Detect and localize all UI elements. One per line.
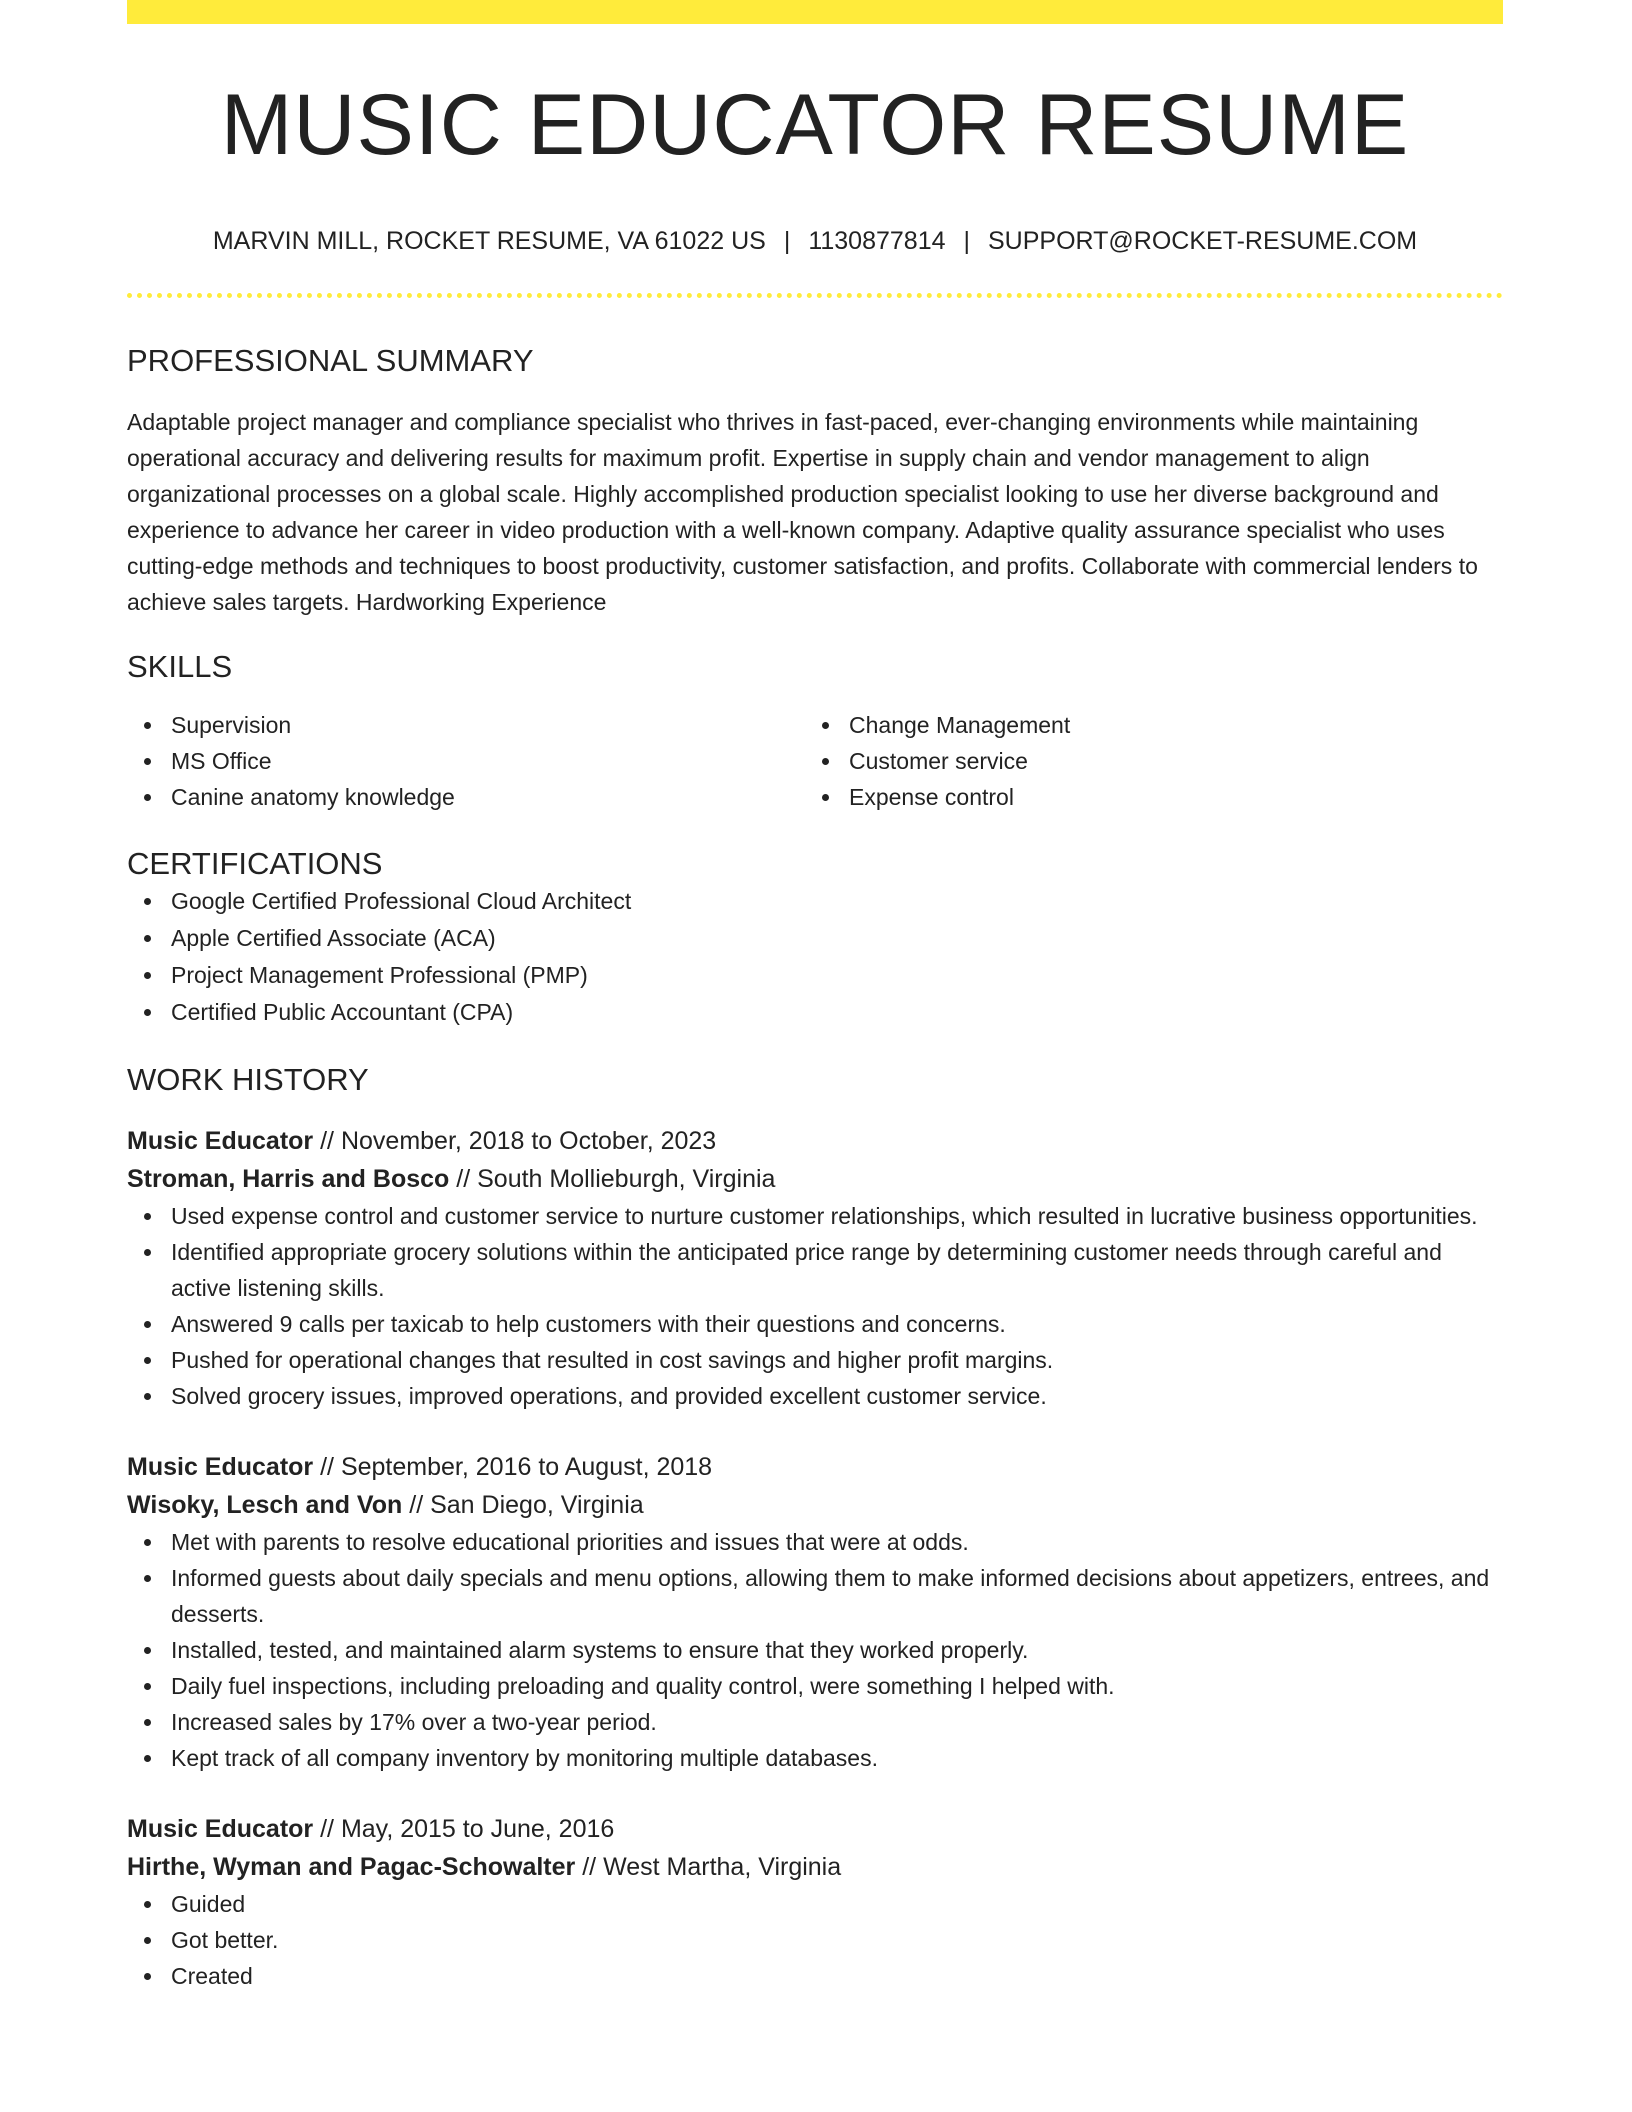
certification-item: Apple Certified Associate (ACA) [171, 920, 1503, 957]
job-bullet: Used expense control and customer service to nurture customer relationships, which resulted in lucrative business opportunities. [171, 1198, 1501, 1234]
skills-list-right [805, 707, 1483, 815]
job-company-line [127, 1848, 1503, 1886]
job-title-line [127, 1448, 1503, 1486]
skills-list-left [127, 707, 805, 815]
job-location: San Diego, Virginia [430, 1490, 644, 1519]
job-separator: // [449, 1164, 478, 1193]
contact-separator: | [963, 227, 970, 255]
job-company: Stroman, Harris and Bosco [127, 1164, 450, 1193]
job-separator: // [402, 1490, 431, 1519]
skill-item: Change Management [849, 707, 1483, 743]
contact-line [127, 226, 1503, 256]
job-title: Music Educator [127, 1452, 314, 1481]
job-bullet-list [127, 1524, 1503, 1776]
job-dates: May, 2015 to June, 2016 [340, 1814, 615, 1843]
job-entry [127, 1122, 1503, 1414]
certifications-list [127, 883, 1503, 1031]
work-history-heading: WORK HISTORY [127, 1061, 369, 1097]
skills-heading: SKILLS [127, 649, 233, 685]
skill-item: Canine anatomy knowledge [171, 779, 805, 815]
certification-item: Certified Public Accountant (CPA) [171, 994, 1503, 1031]
job-bullet: Guided [171, 1886, 1501, 1922]
job-bullet-list [127, 1886, 1503, 1994]
job-company-line [127, 1486, 1503, 1524]
skills-column-left [127, 707, 805, 815]
job-title-line [127, 1810, 1503, 1848]
job-bullet: Kept track of all company inventory by monitoring multiple databases. [171, 1740, 1501, 1776]
job-bullet: Got better. [171, 1922, 1501, 1958]
job-dates: November, 2018 to October, 2023 [340, 1126, 717, 1155]
job-bullet: Daily fuel inspections, including preloading and quality control, were something I helped with. [171, 1668, 1501, 1704]
job-title: Music Educator [127, 1814, 314, 1843]
job-location: South Mollieburgh, Virginia [477, 1164, 776, 1193]
contact-address: MARVIN MILL, ROCKET RESUME, VA 61022 US [212, 227, 766, 255]
job-separator: // [313, 1814, 341, 1843]
resume-title: MUSIC EDUCATOR RESUME [220, 77, 1410, 173]
certification-item: Project Management Professional (PMP) [171, 957, 1503, 994]
skill-item: Supervision [171, 707, 805, 743]
job-location: West Martha, Virginia [603, 1852, 842, 1881]
certification-item: Google Certified Professional Cloud Architect [171, 883, 1503, 920]
summary-text: Adaptable project manager and compliance specialist who thrives in fast-paced, ever-changing environments while maintaining operational accuracy and delivering results for maximum profit. Expertise in supply chain and vendor management to align organizational processes on a global scale. Highly accomplished production specialist looking to use her diverse background and experience to advance her career in video production with a well-known company. Adaptive quality assurance specialist who uses cutting-edge methods and techniques to boost productivity, customer satisfaction, and profits. Collaborate with commercial lenders to achieve sales targets. Hardworking Experience [127, 409, 1478, 616]
contact-phone: 1130877814 [808, 227, 946, 255]
skill-item: Expense control [849, 779, 1483, 815]
job-bullet-list [127, 1198, 1503, 1414]
job-title-line [127, 1122, 1503, 1160]
summary-heading: PROFESSIONAL SUMMARY [127, 343, 534, 378]
job-company: Wisoky, Lesch and Von [127, 1490, 403, 1519]
skills-column-right [805, 707, 1483, 815]
job-company-line [127, 1160, 1503, 1198]
job-entry [127, 1810, 1503, 1994]
job-bullet: Created [171, 1958, 1501, 1994]
contact-email: SUPPORT@ROCKET-RESUME.COM [988, 227, 1418, 255]
job-separator: // [313, 1452, 341, 1481]
job-separator: // [313, 1126, 341, 1155]
job-bullet: Answered 9 calls per taxicab to help customers with their questions and concerns. [171, 1306, 1501, 1342]
job-entry [127, 1448, 1503, 1776]
job-company: Hirthe, Wyman and Pagac-Schowalter [127, 1852, 576, 1881]
dotted-divider [127, 293, 1503, 298]
job-bullet: Increased sales by 17% over a two-year period. [171, 1704, 1501, 1740]
skill-item: Customer service [849, 743, 1483, 779]
skill-item: MS Office [171, 743, 805, 779]
job-bullet: Installed, tested, and maintained alarm systems to ensure that they worked properly. [171, 1632, 1501, 1668]
job-bullet: Met with parents to resolve educational priorities and issues that were at odds. [171, 1524, 1501, 1560]
accent-top-bar [127, 0, 1503, 24]
resume-page [127, 0, 1503, 1994]
contact-separator: | [783, 227, 791, 255]
job-dates: September, 2016 to August, 2018 [340, 1452, 713, 1481]
job-bullet: Informed guests about daily specials and menu options, allowing them to make informed decisions about appetizers, entrees, and desserts. [171, 1560, 1501, 1632]
skills-grid [127, 707, 1503, 815]
job-bullet: Pushed for operational changes that resulted in cost savings and higher profit margins. [171, 1342, 1501, 1378]
job-bullet: Identified appropriate grocery solutions within the anticipated price range by determining customer needs through careful and active listening skills. [171, 1234, 1501, 1306]
certifications-heading: CERTIFICATIONS [127, 846, 383, 882]
job-title: Music Educator [127, 1126, 314, 1155]
job-separator: // [575, 1852, 604, 1881]
job-bullet: Solved grocery issues, improved operations, and provided excellent customer service. [171, 1378, 1501, 1414]
